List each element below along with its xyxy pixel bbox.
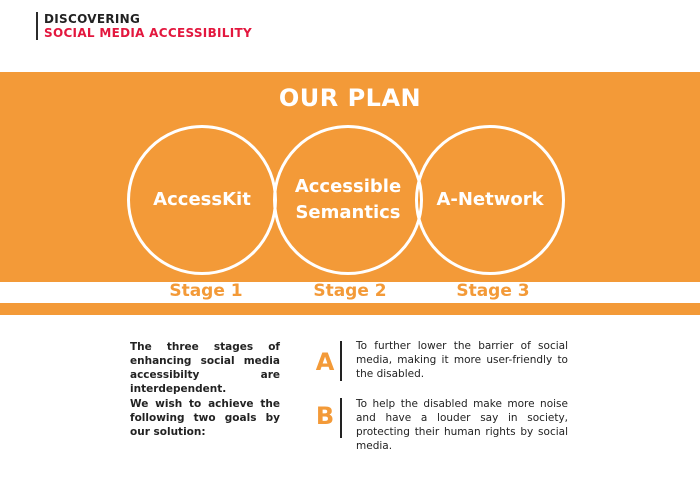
circle-label: Accessible Semantics: [294, 176, 402, 223]
circle-label: AccessKit: [153, 189, 251, 210]
goal-a-divider: [340, 341, 342, 381]
circle-a-network: [415, 125, 565, 275]
stage-1-label: Stage 1: [169, 281, 243, 301]
intro-paragraph-1: The three stages of enhancing social media accessibilty are interdependent.: [130, 341, 280, 395]
circle-accesskit: [127, 125, 277, 275]
goal-b-text: To help the disabled make more noise and have a louder say in society, protecting their human rights by social media.: [356, 398, 568, 452]
plan-title: OUR PLAN: [278, 84, 422, 112]
goal-b-divider: [340, 398, 342, 438]
header-title: DISCOVERING: [44, 12, 141, 26]
goal-a-letter: A: [315, 348, 335, 376]
stage-2-label: Stage 2: [313, 281, 387, 301]
goal-b-letter: B: [315, 402, 335, 430]
header-subtitle: SOCIAL MEDIA ACCESSIBILITY: [44, 26, 252, 40]
intro-paragraph-2: We wish to achieve the following two goals by our solution:: [130, 398, 280, 438]
circle-accessible-semantics: [273, 125, 423, 275]
document-header: [36, 12, 252, 40]
orange-stripe: [0, 303, 700, 315]
stage-3-label: Stage 3: [456, 281, 530, 301]
circle-label: A-Network: [436, 189, 544, 210]
goal-a-text: To further lower the barrier of social media, making it more user-friendly to the disabled.: [356, 340, 568, 380]
